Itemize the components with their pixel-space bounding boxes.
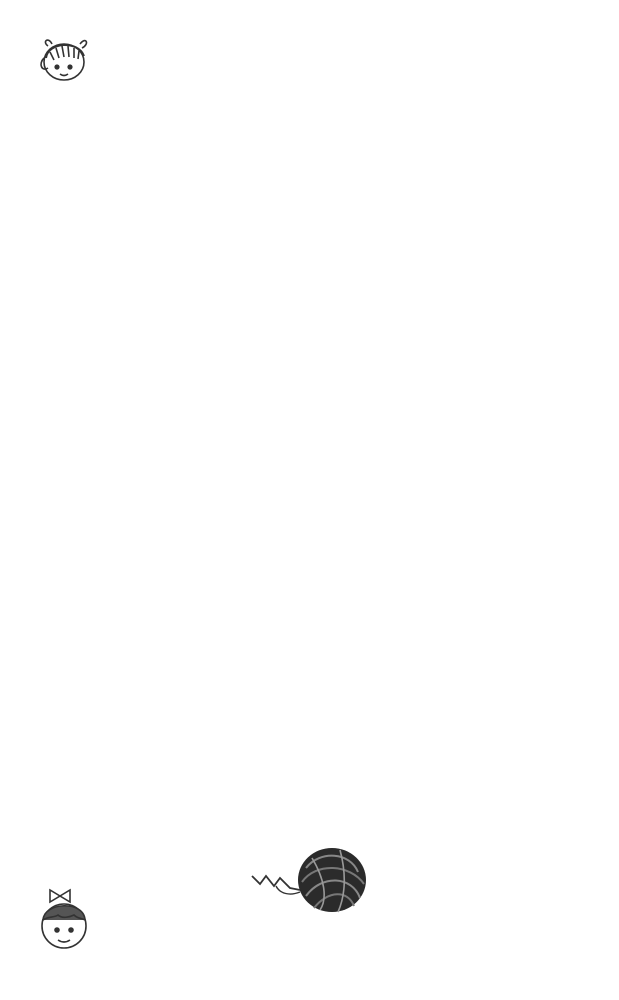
girl-face-bottom-icon <box>42 890 86 948</box>
problem-3-line <box>101 275 551 308</box>
problem-4-line <box>101 451 551 484</box>
problem-3-line <box>101 109 551 142</box>
problem-3-line <box>101 242 551 275</box>
problem-4-line <box>101 551 551 584</box>
problem-4-line <box>101 617 551 650</box>
problem-4-line <box>101 717 551 750</box>
problem-3-text <box>101 109 551 409</box>
problem-3-line <box>101 342 551 375</box>
problem-3 <box>101 109 551 409</box>
yarn-ball-icon <box>252 848 366 912</box>
problem-3-line <box>101 375 551 408</box>
problem-4-line <box>101 484 551 517</box>
problem-3-line <box>101 309 551 342</box>
problem-4-text <box>101 451 551 751</box>
problem-3-line <box>101 209 551 242</box>
problem-4 <box>101 451 551 751</box>
problem-4-line <box>101 517 551 550</box>
problem-3-line <box>101 176 551 209</box>
problem-3-line <box>101 142 551 175</box>
problem-4-line <box>101 584 551 617</box>
problem-4-line <box>101 684 551 717</box>
girl-face-top-icon <box>41 40 86 80</box>
page-content <box>101 84 551 750</box>
problem-4-line <box>101 650 551 683</box>
